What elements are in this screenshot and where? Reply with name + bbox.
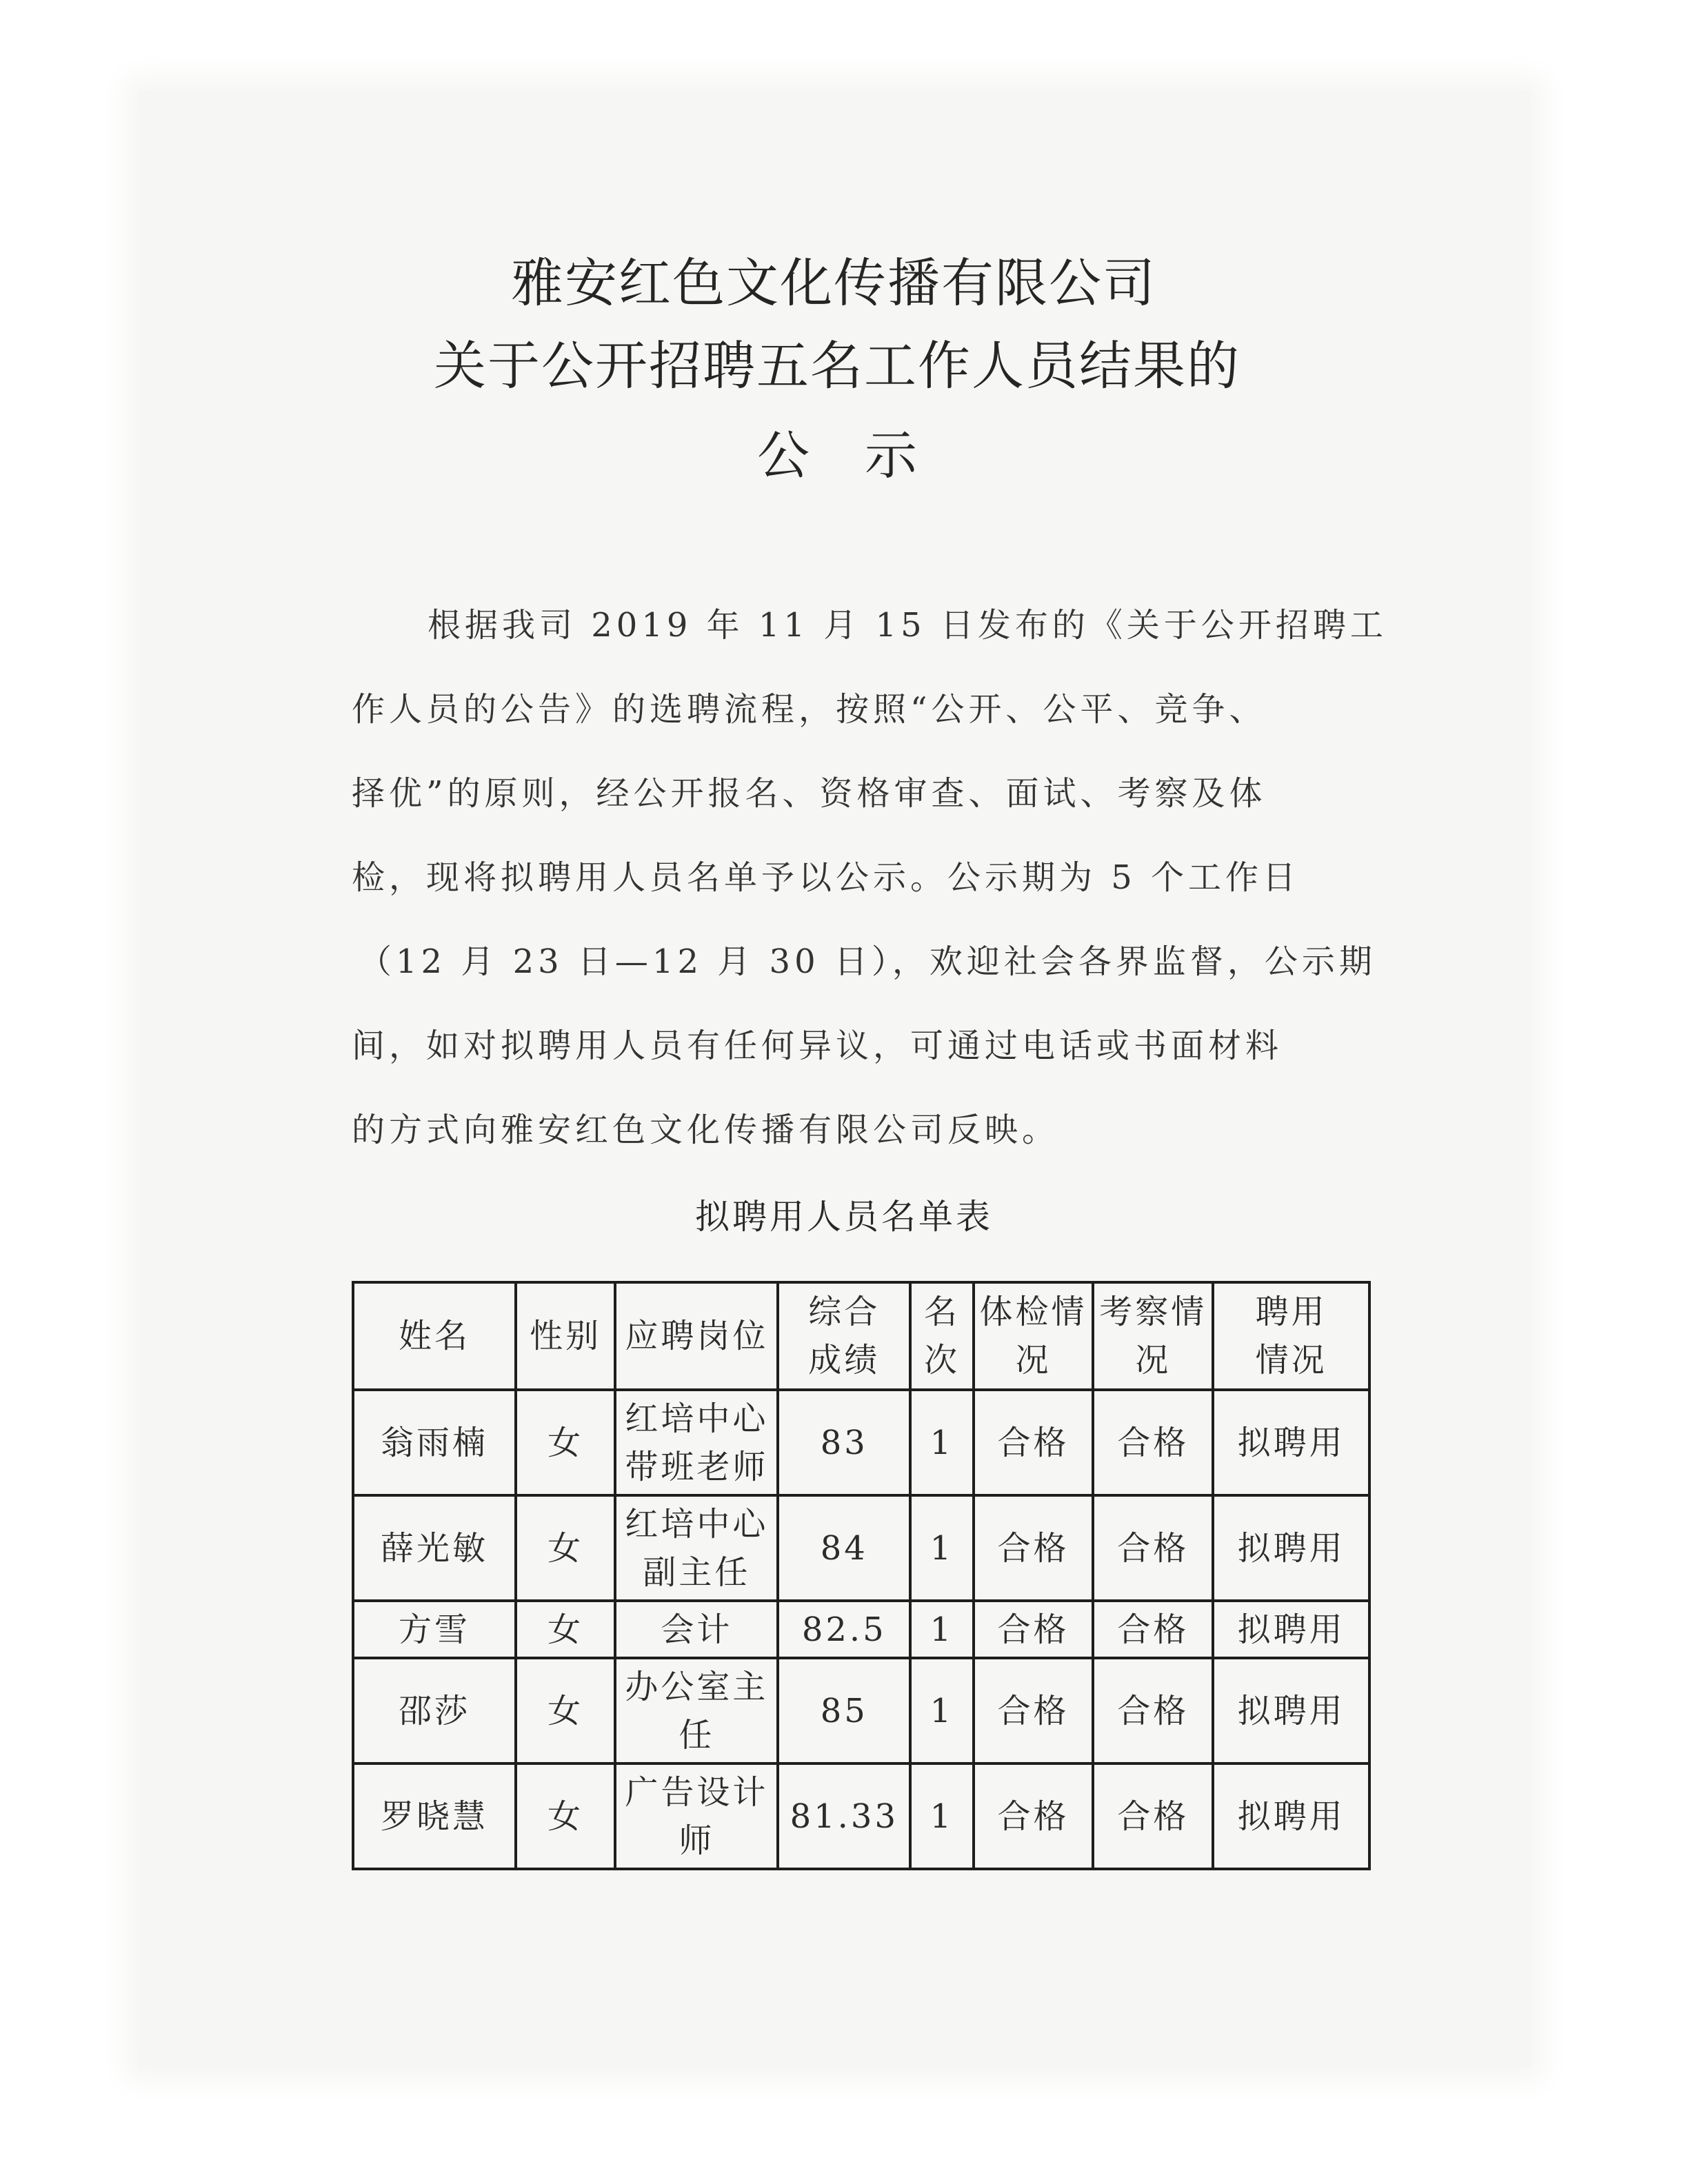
cell-medical: 合格 — [974, 1601, 1094, 1658]
cell-medical: 合格 — [974, 1658, 1094, 1763]
cell-medical: 合格 — [974, 1495, 1094, 1601]
cell-name: 翁雨楠 — [353, 1390, 516, 1495]
cell-position — [615, 1763, 778, 1869]
header-hire — [1213, 1282, 1369, 1390]
cell-medical: 合格 — [974, 1390, 1094, 1495]
cell-rank: 1 — [910, 1658, 973, 1763]
header-medical-line2: 况 — [1015, 1341, 1052, 1379]
header-score — [778, 1282, 910, 1390]
cell-position: 会计 — [615, 1601, 778, 1658]
cell-gender: 女 — [516, 1763, 615, 1869]
title-notice-char-2: 示 — [865, 425, 917, 486]
cell-position-line2: 任 — [679, 1715, 715, 1755]
cell-review: 合格 — [1093, 1763, 1213, 1869]
cell-position-line1: 办公室主 — [625, 1667, 769, 1706]
header-rank — [910, 1282, 973, 1390]
roster-table — [352, 1281, 1371, 1870]
cell-score: 83 — [778, 1390, 910, 1495]
header-position: 应聘岗位 — [615, 1282, 778, 1390]
cell-review: 合格 — [1093, 1390, 1213, 1495]
cell-gender: 女 — [516, 1601, 615, 1658]
title-notice — [0, 414, 1681, 489]
cell-hire: 拟聘用 — [1213, 1495, 1369, 1601]
table-row — [353, 1763, 1369, 1869]
title-subject: 关于公开招聘五名工作人员结果的 — [434, 335, 1240, 396]
body-line-3: 择优”的原则，经公开报名、资格审查、面试、考察及体 — [352, 774, 1267, 813]
cell-gender: 女 — [516, 1658, 615, 1763]
header-name: 姓名 — [353, 1282, 516, 1390]
cell-position — [615, 1495, 778, 1601]
header-gender: 性别 — [516, 1282, 615, 1390]
cell-position-line2: 副主任 — [643, 1553, 751, 1592]
cell-position-line2: 带班老师 — [625, 1447, 769, 1486]
table-row — [353, 1495, 1369, 1601]
cell-hire: 拟聘用 — [1213, 1763, 1369, 1869]
header-review-line1: 考察情 — [1099, 1293, 1207, 1331]
body-line-4: 检，现将拟聘用人员名单予以公示。公示期为 5 个工作日 — [352, 858, 1300, 897]
cell-score: 81.33 — [778, 1763, 910, 1869]
cell-name: 罗晓慧 — [353, 1763, 516, 1869]
cell-name: 方雪 — [353, 1601, 516, 1658]
table-header-row — [353, 1282, 1369, 1390]
header-hire-line1: 聘用 — [1255, 1293, 1327, 1331]
cell-position — [615, 1658, 778, 1763]
cell-hire: 拟聘用 — [1213, 1658, 1369, 1763]
header-score-line2: 成绩 — [808, 1341, 881, 1379]
cell-rank: 1 — [910, 1601, 973, 1658]
cell-medical: 合格 — [974, 1763, 1094, 1869]
body-line-1: 根据我司 2019 年 11 月 15 日发布的《关于公开招聘工 — [428, 606, 1387, 645]
cell-position-line1: 红培中心 — [625, 1504, 769, 1544]
table-row — [353, 1658, 1369, 1763]
body-line-6: 间，如对拟聘用人员有任何异议，可通过电话或书面材料 — [352, 1027, 1283, 1065]
table-row — [353, 1390, 1369, 1495]
cell-score: 82.5 — [778, 1601, 910, 1658]
cell-review: 合格 — [1093, 1601, 1213, 1658]
cell-name: 邵莎 — [353, 1658, 516, 1763]
cell-gender: 女 — [516, 1495, 615, 1601]
cell-rank: 1 — [910, 1763, 973, 1869]
cell-position-line2: 师 — [679, 1821, 715, 1860]
header-hire-line2: 情况 — [1255, 1341, 1327, 1379]
cell-hire: 拟聘用 — [1213, 1601, 1369, 1658]
cell-position — [615, 1390, 778, 1495]
cell-hire: 拟聘用 — [1213, 1390, 1369, 1495]
table-row — [353, 1601, 1369, 1658]
header-score-line1: 综合 — [808, 1293, 881, 1331]
header-rank-line2: 次 — [923, 1341, 960, 1379]
cell-review: 合格 — [1093, 1495, 1213, 1601]
body-line-7: 的方式向雅安红色文化传播有限公司反映。 — [352, 1111, 1060, 1149]
cell-gender: 女 — [516, 1390, 615, 1495]
body-line-5: （12 月 23 日—12 月 30 日），欢迎社会各界监督，公示期 — [359, 942, 1376, 981]
body-line-2: 作人员的公告》的选聘流程，按照“公开、公平、竞争、 — [352, 690, 1267, 729]
header-review — [1093, 1282, 1213, 1390]
header-review-line2: 况 — [1135, 1341, 1172, 1379]
title-notice-char-1: 公 — [757, 425, 810, 486]
header-medical-line1: 体检情 — [979, 1293, 1087, 1331]
header-medical — [974, 1282, 1094, 1390]
cell-position-line1: 广告设计 — [625, 1772, 769, 1812]
cell-rank: 1 — [910, 1495, 973, 1601]
cell-name: 薛光敏 — [353, 1495, 516, 1601]
header-rank-line1: 名 — [923, 1293, 960, 1331]
table-caption: 拟聘用人员名单表 — [695, 1197, 993, 1237]
title-company: 雅安红色文化传播有限公司 — [511, 252, 1156, 314]
cell-position-line1: 红培中心 — [625, 1399, 769, 1438]
cell-rank: 1 — [910, 1390, 973, 1495]
cell-score: 85 — [778, 1658, 910, 1763]
cell-review: 合格 — [1093, 1658, 1213, 1763]
cell-score: 84 — [778, 1495, 910, 1601]
